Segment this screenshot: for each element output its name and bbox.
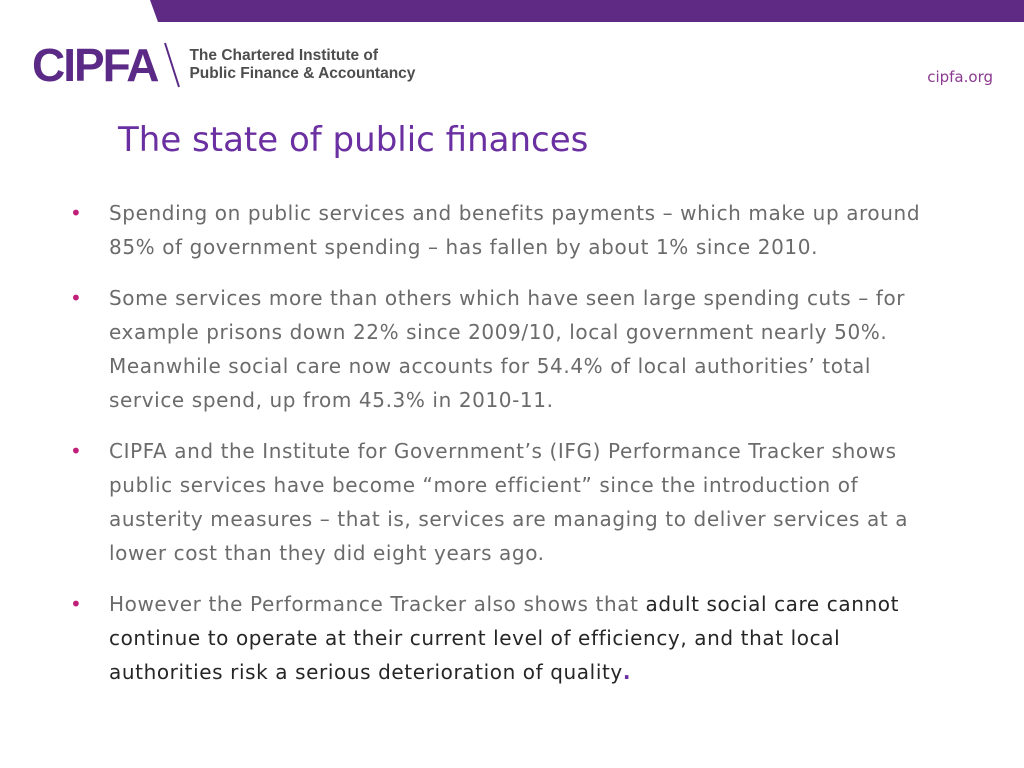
logo-subtitle bbox=[189, 47, 415, 83]
bullet-dot-icon: • bbox=[70, 592, 83, 616]
top-banner bbox=[0, 0, 1024, 24]
bullet-item bbox=[68, 281, 928, 417]
bullet-item bbox=[68, 434, 928, 570]
bullet-dot-icon: • bbox=[70, 439, 83, 463]
logo-wordmark: CIPFA bbox=[32, 39, 158, 91]
bullet-text: Spending on public services and benefits payments – which make up around 85% of government spending – has fallen by about 1% since 2010. bbox=[109, 201, 921, 259]
bullet-text: Some services more than others which have seen large spending cuts – for example prisons down 22% since 2009/10, local government nearly 50%. Meanwhile social care now accounts for 54.4% of local authorities’ total service spend, up from 45.3% in 2010-11. bbox=[109, 286, 906, 412]
logo-slash-icon bbox=[161, 41, 183, 89]
bullet-dot-icon: • bbox=[70, 201, 83, 225]
logo-subtitle-line2: Public Finance & Accountancy bbox=[189, 65, 416, 82]
bullet-dot-icon: • bbox=[70, 286, 83, 310]
site-url: cipfa.org bbox=[927, 68, 993, 86]
bullet-text-end: . bbox=[622, 660, 632, 684]
bullet-text: CIPFA and the Institute for Government’s (IFG) Performance Tracker shows public services have become “more efficient” since the introduction of austerity measures – that is, services are managing to deliver services at a lower cost than they did eight years ago. bbox=[109, 439, 909, 565]
slide-title: The state of public finances bbox=[118, 120, 589, 160]
bullet-text-emphasis: adult social care cannot continue to operate at their current level of efficiency, and that local authorities risk a serious deterioration of quality bbox=[109, 592, 900, 684]
bullet-list bbox=[68, 196, 928, 706]
cipfa-logo bbox=[32, 40, 415, 90]
logo-subtitle-line1: The Chartered Institute of bbox=[189, 47, 379, 64]
bullet-item bbox=[68, 587, 928, 689]
bullet-item bbox=[68, 196, 928, 264]
bullet-text-lead: However the Performance Tracker also shows that bbox=[109, 592, 646, 616]
